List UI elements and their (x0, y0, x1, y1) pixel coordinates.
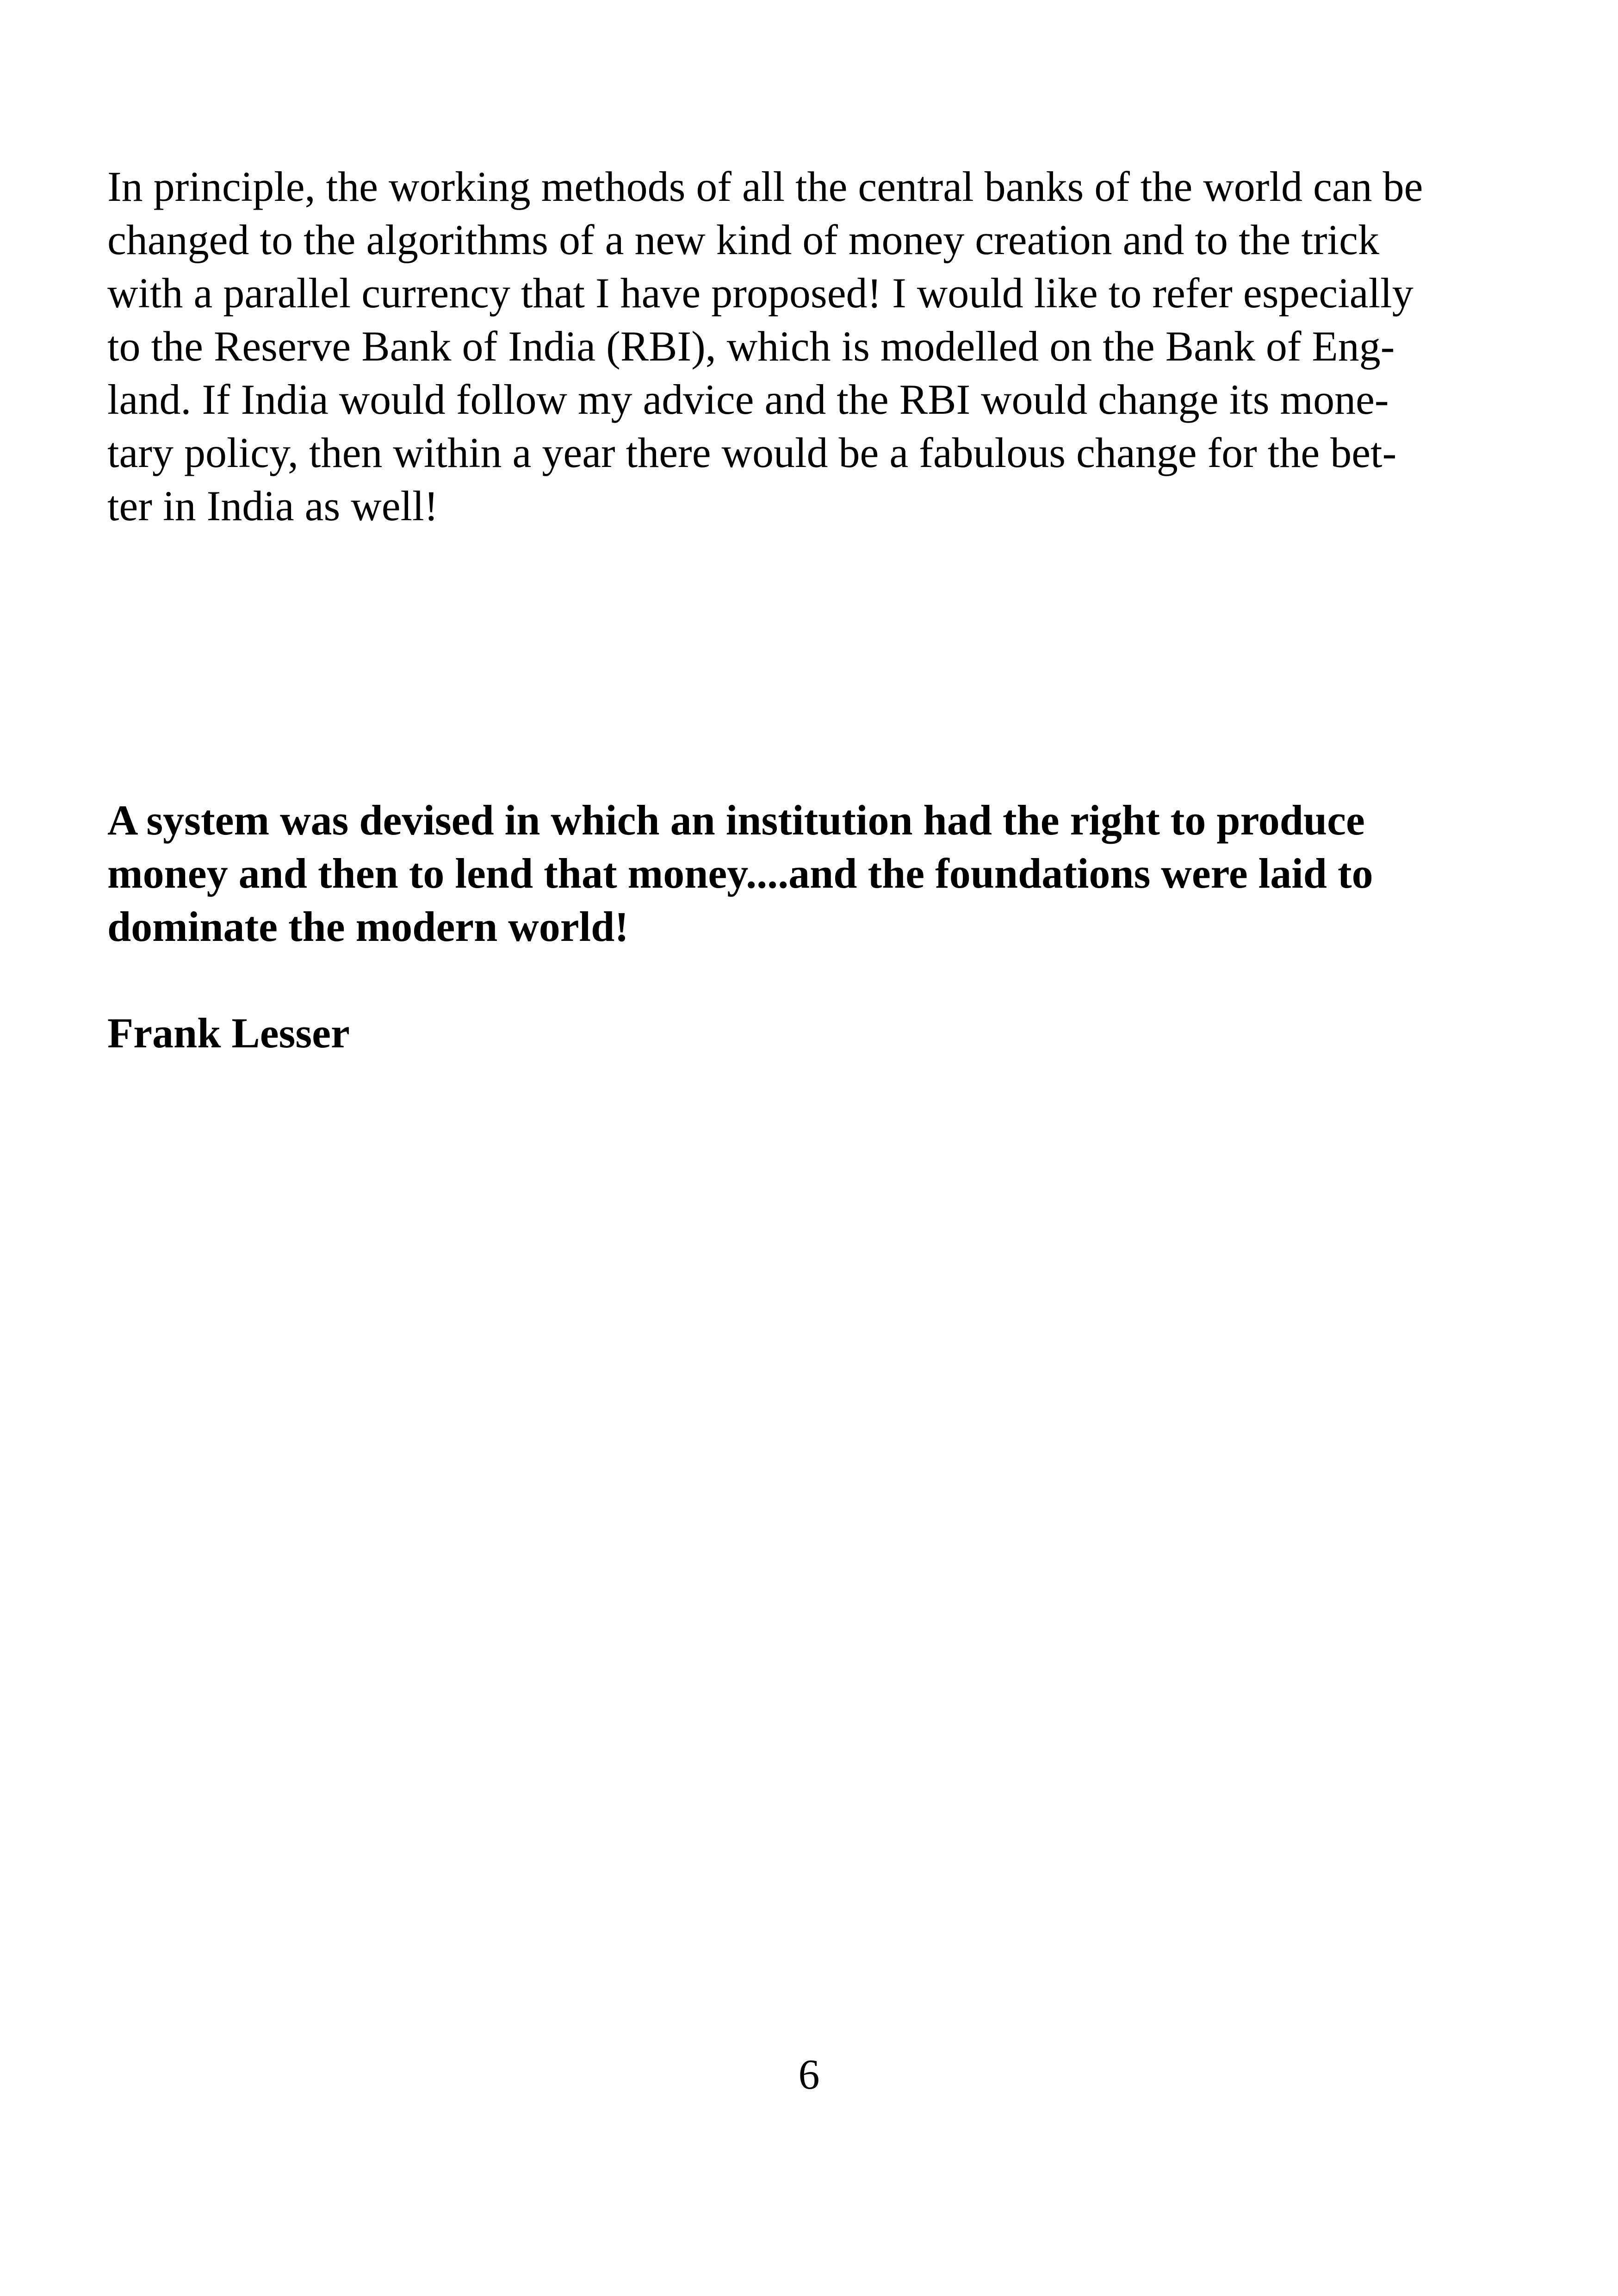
paragraph-line: In principle, the working methods of all the central banks of the world can be (107, 163, 1423, 210)
paragraph-line: tary policy, then within a year there would be a fabulous change for the bet- (107, 429, 1397, 476)
paragraph-line: with a parallel currency that I have proposed! I would like to refer especially (107, 269, 1413, 317)
page-number: 6 (798, 2051, 820, 2098)
quote-line: money and then to lend that money....and the foundations were laid to (107, 850, 1373, 897)
paragraph-line: land. If India would follow my advice and the RBI would change its mone- (107, 376, 1389, 423)
quote-author: Frank Lesser (107, 1009, 350, 1057)
paragraph-line: ter in India as well! (107, 482, 439, 529)
paragraph-line: changed to the algorithms of a new kind of money creation and to the trick (107, 216, 1379, 263)
quote-line: A system was devised in which an institution had the right to produce (107, 796, 1365, 844)
paragraph-line: to the Reserve Bank of India (RBI), which is modelled on the Bank of Eng- (107, 323, 1395, 370)
quote-line: dominate the modern world! (107, 903, 629, 950)
